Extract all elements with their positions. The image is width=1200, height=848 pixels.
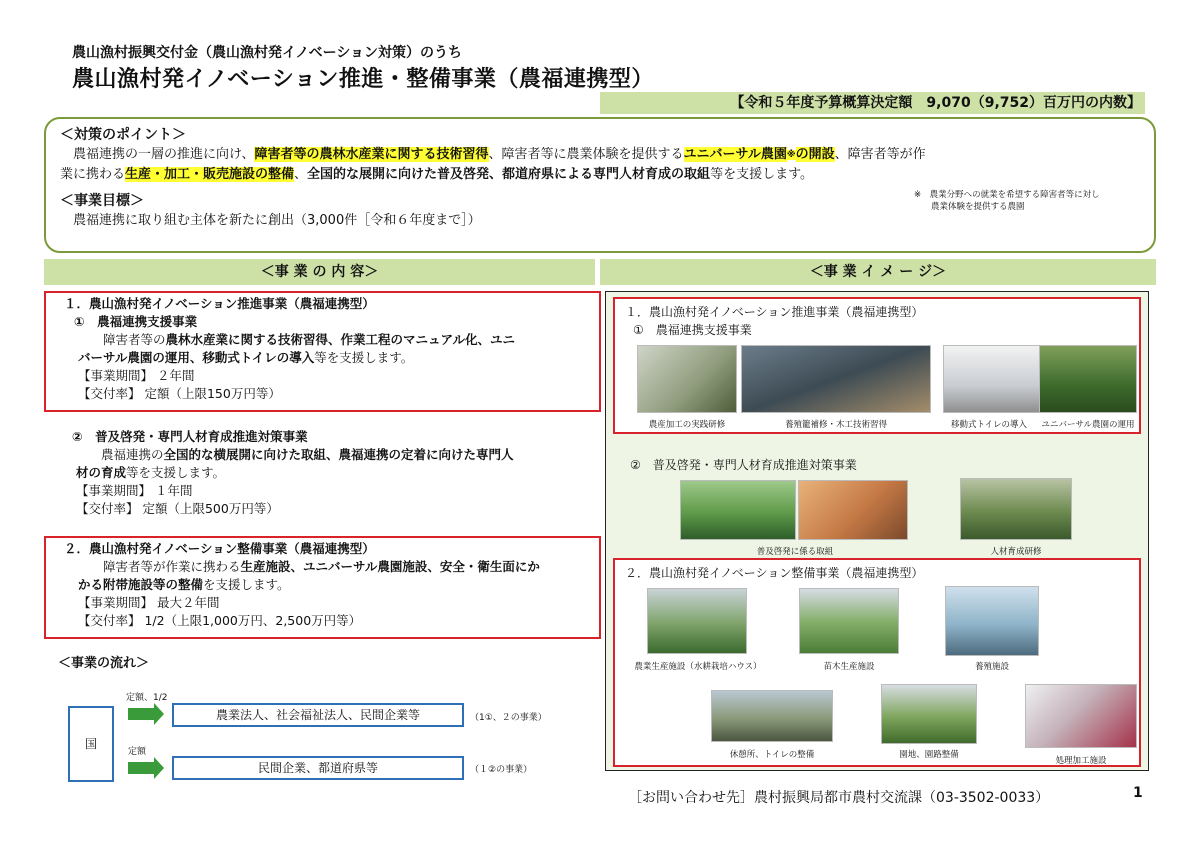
footnote-line: 農業体験を提供する農園 <box>914 202 1025 212</box>
desc-seg: 等を支援します。 <box>126 465 226 480</box>
project-2-desc <box>54 558 591 576</box>
desc-bold: バーサル農園の運用、移動式トイレの導入 <box>78 350 315 365</box>
image-block-1-subtitle: ① 農福連携支援事業 <box>633 323 752 337</box>
project-1-title: １．農山漁村発イノベーション推進事業（農福連携型） <box>64 296 375 311</box>
photo-awareness-event <box>680 480 796 540</box>
points-note-mark: ※ <box>786 150 796 160</box>
desc-seg: を支援します。 <box>203 577 290 592</box>
points-highlight: 生産・加工・販売施設の整備 <box>125 167 295 182</box>
document-title: 農山漁村発イノベーション推進・整備事業（農福連携型） <box>72 67 654 92</box>
desc-bold: 生産施設、ユニバーサル農園施設、安全・衛生面にか <box>240 559 540 574</box>
flow-recipient-box-2: 民間企業、都道府県等 <box>172 756 464 780</box>
photo-cage-repair <box>741 345 931 413</box>
desc-bold: 全国的な横展開に向けた取組、農福連携の定着に向けた専門人 <box>163 447 514 462</box>
image-block-1-title: １．農山漁村発イノベーション推進事業（農福連携型） <box>625 305 924 319</box>
photo-seedling-facility <box>799 588 899 654</box>
project-1-2-desc <box>52 446 593 464</box>
points-seg: 、 <box>294 167 308 182</box>
photo-garden-paths <box>881 684 977 744</box>
points-seg: 農福連携の一層の推進に向け、 <box>60 147 255 162</box>
project-1-2-desc <box>52 464 593 482</box>
goal-heading: ＜事業目標＞ <box>60 193 144 209</box>
footnote <box>914 189 1154 213</box>
page-number: 1 <box>1133 785 1143 801</box>
project-2-period: 【事業期間】 最大２年間 <box>78 595 220 610</box>
image-block-2-subtitle: ② 普及啓発・専門人材育成推進対策事業 <box>630 458 857 472</box>
project-2-rate: 【交付率】 1/2（上限1,000万円、2,500万円等） <box>78 613 362 628</box>
goal-text: 農福連携に取り組む主体を新たに創出（3,000件［令和６年度まで］） <box>60 213 481 228</box>
project-1-desc <box>54 331 591 349</box>
flow-recipient-box-1: 農業法人、社会福祉法人、民間企業等 <box>172 703 464 727</box>
flow-arrow-1 <box>128 708 154 720</box>
photo-processing-training <box>637 345 737 413</box>
caption-aquaculture-facility: 養殖施設 <box>974 662 1009 672</box>
caption-seedling-facility: 苗木生産施設 <box>823 662 875 672</box>
section-header-content: ＜事 業 の 内 容＞ <box>44 259 595 285</box>
points-seg: 、障害者等に農業体験を提供する <box>488 147 684 162</box>
flow-note-1: （1①、２の事業） <box>470 713 547 723</box>
caption-rest-toilet: 休憩所、トイレの整備 <box>729 750 815 760</box>
points-highlight: の開設 <box>795 147 835 162</box>
project-1-subtitle: ① 農福連携支援事業 <box>74 314 198 329</box>
document-subtitle: 農山漁村振興交付金（農山漁村発イノベーション対策）のうち <box>72 45 463 61</box>
footnote-line: ※ 農業分野への就業を希望する障害者等に対し <box>914 190 1100 200</box>
image-block-3 <box>613 558 1141 767</box>
desc-seg: 障害者等が作業に携わる <box>78 559 241 574</box>
flow-label-2: 定額 <box>128 747 147 757</box>
project-2-title: ２．農山漁村発イノベーション整備事業（農福連携型） <box>64 541 375 556</box>
caption-awareness: 普及啓発に係る取組 <box>756 547 834 557</box>
project-1-period: 【事業期間】 ２年間 <box>78 368 195 383</box>
desc-seg: 障害者等の <box>78 332 166 347</box>
desc-bold: 農林水産業に関する技術習得、作業工程のマニュアル化、ユニ <box>165 332 516 347</box>
points-heading: ＜対策のポイント＞ <box>60 127 186 143</box>
photo-processing-facility <box>1025 684 1137 748</box>
policy-points-box <box>44 117 1156 253</box>
project-1-2-subtitle: ② 普及啓発・専門人材育成推進対策事業 <box>72 429 308 444</box>
caption-processing-facility: 処理加工施設 <box>1055 756 1107 766</box>
caption-mobile-toilet: 移動式トイレの導入 <box>950 420 1028 430</box>
photo-universal-farm <box>1039 345 1137 413</box>
caption-processing-training: 農産加工の実践研修 <box>648 420 726 430</box>
desc-seg: 等を支援します。 <box>314 350 414 365</box>
photo-training-session <box>960 478 1072 540</box>
points-seg: 、障害者等が作 <box>834 147 926 162</box>
photo-awareness-market <box>798 480 908 540</box>
points-seg: 等を支援します。 <box>710 167 814 182</box>
project-2-desc <box>54 576 591 594</box>
project-1-2-rate: 【交付率】 定額（上限500万円等） <box>76 501 279 516</box>
flow-arrow-2 <box>128 762 154 774</box>
image-block-1 <box>613 297 1141 434</box>
points-seg: 業に携わる <box>60 167 126 182</box>
caption-universal-farm: ユニバーサル農園の運用 <box>1041 420 1135 430</box>
section-header-image: ＜事 業 イ メ ー ジ＞ <box>600 259 1156 285</box>
project-1-2-period: 【事業期間】 １年間 <box>76 483 193 498</box>
photo-rest-toilet <box>711 690 833 742</box>
points-text <box>60 145 1140 185</box>
project-1-rate: 【交付率】 定額（上限150万円等） <box>78 386 281 401</box>
caption-hydroponic-house: 農業生産施設（水耕栽培ハウス） <box>634 662 762 672</box>
project-1-2-block <box>44 426 601 520</box>
caption-training: 人材育成研修 <box>990 547 1042 557</box>
photo-mobile-toilet <box>943 345 1041 413</box>
flow-heading: ＜事業の流れ＞ <box>58 656 150 671</box>
photo-hydroponic-house <box>647 588 747 654</box>
image-block-3-title: ２．農山漁村発イノベーション整備事業（農福連携型） <box>625 566 924 580</box>
budget-banner: 【令和５年度予算概算決定額 9,070（9,752）百万円の内数】 <box>600 92 1145 114</box>
flow-label-1: 定額、1/2 <box>126 693 168 703</box>
project-1-box <box>44 291 601 412</box>
desc-seg: 農福連携の <box>76 447 164 462</box>
project-1-desc <box>54 349 591 367</box>
project-2-box <box>44 536 601 639</box>
contact-info: ［お問い合わせ先］農村振興局都市農村交流課（03-3502-0033） <box>628 790 1050 806</box>
desc-bold: かる附帯施設等の整備 <box>78 577 204 592</box>
caption-garden-paths: 園地、園路整備 <box>899 750 959 760</box>
flow-country-box: 国 <box>68 706 114 782</box>
desc-bold: 材の育成 <box>76 465 127 480</box>
points-highlight: 障害者等の農林水産業に関する技術習得 <box>254 147 489 162</box>
caption-cage-repair: 養殖籠補修・木工技術習得 <box>784 420 887 430</box>
flow-note-2: （１②の事業） <box>470 765 533 775</box>
points-highlight: ユニバーサル農園 <box>683 147 787 162</box>
points-bold: 全国的な展開に向けた普及啓発、都道府県による専門人材育成の取組 <box>307 167 711 182</box>
photo-aquaculture-facility <box>945 586 1039 656</box>
